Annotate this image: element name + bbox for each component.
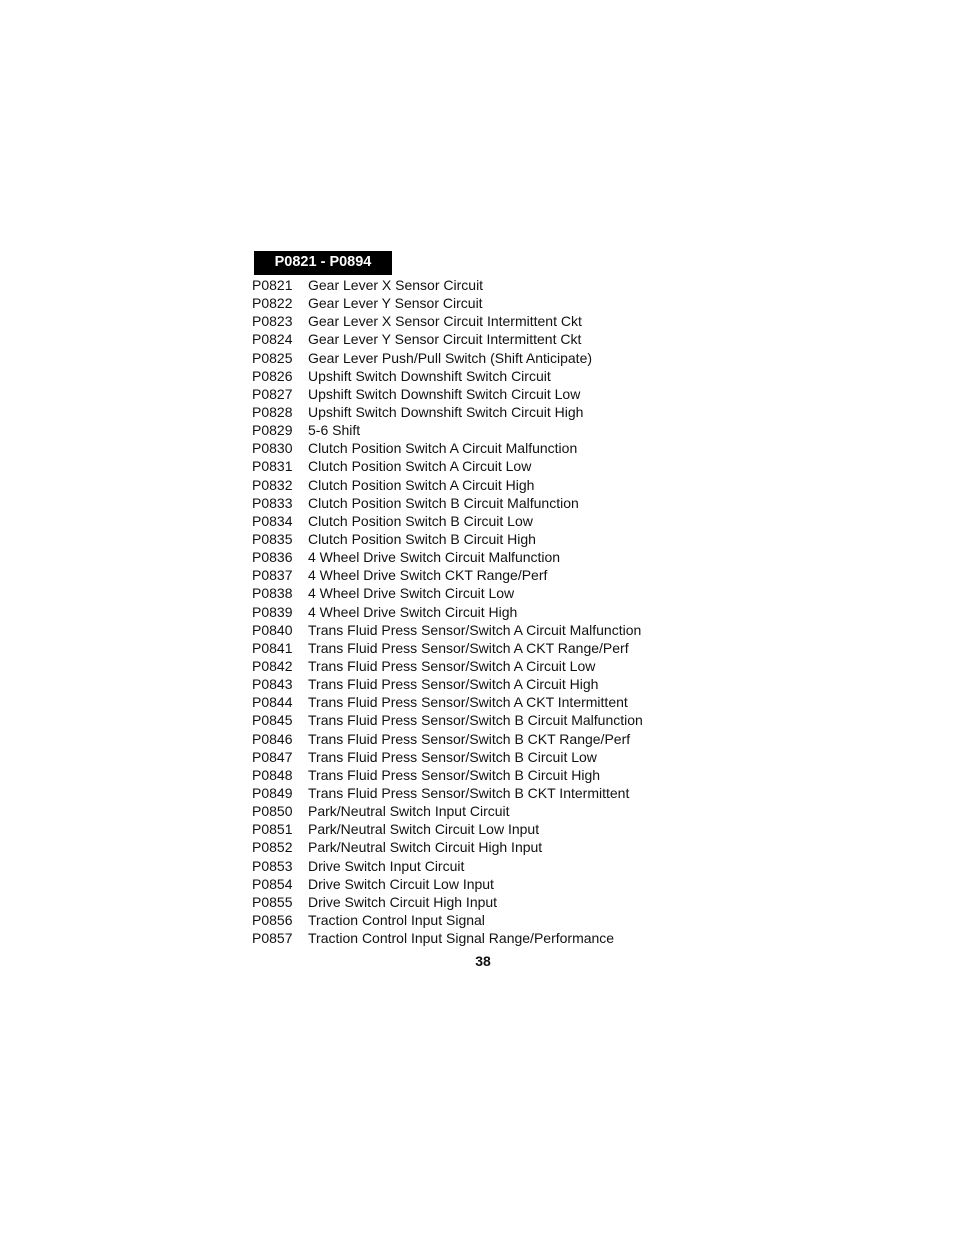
code-description: Clutch Position Switch A Circuit Low: [308, 458, 532, 475]
trouble-code: P0857: [252, 930, 293, 947]
code-row: [252, 403, 643, 421]
trouble-code: P0852: [252, 839, 293, 856]
trouble-code: P0829: [252, 422, 293, 439]
trouble-code: P0826: [252, 367, 293, 384]
code-description: Park/Neutral Switch Circuit Low Input: [308, 821, 540, 838]
trouble-code: P0822: [252, 295, 293, 312]
code-row: [252, 911, 643, 929]
code-description: Drive Switch Input Circuit: [308, 857, 465, 874]
code-description: Clutch Position Switch A Circuit Malfunction: [308, 440, 578, 457]
code-description: Park/Neutral Switch Input Circuit: [308, 803, 510, 820]
trouble-code: P0821: [252, 277, 293, 293]
code-description: Trans Fluid Press Sensor/Switch A CKT Range/Perf: [308, 639, 629, 656]
section-header: [254, 251, 392, 275]
code-row: [252, 875, 643, 893]
code-description: Drive Switch Circuit High Input: [308, 893, 498, 910]
trouble-code-list: [252, 276, 643, 947]
code-row: [252, 548, 643, 566]
code-description: Traction Control Input Signal Range/Performance: [308, 930, 615, 947]
code-description: Trans Fluid Press Sensor/Switch A Circuit High: [308, 676, 599, 693]
code-row: [252, 530, 643, 548]
trouble-code: P0845: [252, 712, 293, 729]
code-row: [252, 802, 643, 820]
code-row: [252, 748, 643, 766]
code-row: [252, 476, 643, 494]
code-description: Upshift Switch Downshift Switch Circuit High: [308, 403, 584, 420]
trouble-code: P0855: [252, 893, 293, 910]
code-row: [252, 675, 643, 693]
code-description: Trans Fluid Press Sensor/Switch A CKT Intermittent: [308, 694, 628, 711]
trouble-code: P0842: [252, 657, 293, 674]
code-description: Gear Lever X Sensor Circuit Intermittent Ckt: [308, 313, 582, 330]
code-description: Gear Lever Y Sensor Circuit Intermittent Ckt: [308, 331, 582, 348]
code-row: [252, 603, 643, 621]
trouble-code: P0848: [252, 766, 293, 783]
code-row: [252, 457, 643, 475]
trouble-code: P0825: [252, 349, 293, 366]
code-description: Trans Fluid Press Sensor/Switch B Circuit Low: [308, 748, 597, 765]
trouble-code: P0851: [252, 821, 293, 838]
code-row: [252, 566, 643, 584]
trouble-code: P0837: [252, 567, 293, 584]
code-row: [252, 893, 643, 911]
trouble-code: P0854: [252, 875, 293, 892]
code-description: Upshift Switch Downshift Switch Circuit Low: [308, 385, 581, 402]
code-description: Trans Fluid Press Sensor/Switch B CKT Range/Perf: [308, 730, 631, 747]
trouble-code: P0840: [252, 621, 293, 638]
code-description: 4 Wheel Drive Switch Circuit High: [308, 603, 518, 620]
code-description: 4 Wheel Drive Switch Circuit Low: [308, 585, 515, 602]
code-description: Traction Control Input Signal: [308, 911, 485, 928]
code-description: Trans Fluid Press Sensor/Switch B CKT Intermittent: [308, 784, 630, 801]
code-row: [252, 766, 643, 784]
trouble-code: P0833: [252, 494, 293, 511]
code-row: [252, 657, 643, 675]
code-description: Gear Lever X Sensor Circuit: [308, 277, 484, 293]
trouble-code: P0824: [252, 331, 293, 348]
trouble-code: P0830: [252, 440, 293, 457]
code-description: Drive Switch Circuit Low Input: [308, 875, 494, 892]
code-row: [252, 639, 643, 657]
code-description: Park/Neutral Switch Circuit High Input: [308, 839, 543, 856]
trouble-code: P0834: [252, 512, 293, 529]
trouble-code: P0827: [252, 385, 293, 402]
trouble-code: P0835: [252, 530, 293, 547]
code-description: Clutch Position Switch B Circuit High: [308, 530, 536, 547]
trouble-code: P0831: [252, 458, 293, 475]
trouble-code: P0828: [252, 403, 293, 420]
code-description: Trans Fluid Press Sensor/Switch A Circuit Low: [308, 657, 596, 674]
code-row: [252, 730, 643, 748]
code-description: Clutch Position Switch B Circuit Malfunction: [308, 494, 579, 511]
code-row: [252, 820, 643, 838]
trouble-code: P0850: [252, 803, 293, 820]
code-description: 5-6 Shift: [308, 422, 361, 439]
code-description: Gear Lever Y Sensor Circuit: [308, 295, 483, 312]
trouble-code: P0847: [252, 748, 293, 765]
code-row: [252, 711, 643, 729]
trouble-code: P0849: [252, 784, 293, 801]
code-description: Trans Fluid Press Sensor/Switch A Circuit Malfunction: [308, 621, 642, 638]
trouble-code: P0832: [252, 476, 293, 493]
trouble-code: P0823: [252, 313, 293, 330]
code-row: [252, 294, 643, 312]
trouble-code: P0841: [252, 639, 293, 656]
code-row: [252, 439, 643, 457]
code-row: [252, 929, 643, 947]
code-row: [252, 330, 643, 348]
page-number: 38: [475, 953, 491, 969]
code-row: [252, 312, 643, 330]
code-description: 4 Wheel Drive Switch CKT Range/Perf: [308, 567, 548, 584]
code-row: [252, 421, 643, 439]
code-description: Upshift Switch Downshift Switch Circuit: [308, 367, 551, 384]
trouble-code: P0846: [252, 730, 293, 747]
section-range-label: P0821 - P0894: [274, 254, 372, 270]
code-row: [252, 494, 643, 512]
trouble-code: P0853: [252, 857, 293, 874]
code-description: Trans Fluid Press Sensor/Switch B Circuit High: [308, 766, 601, 783]
trouble-code: P0843: [252, 676, 293, 693]
trouble-code: P0844: [252, 694, 293, 711]
code-row: [252, 349, 643, 367]
code-row: [252, 276, 643, 294]
code-row: [252, 621, 643, 639]
code-description: Clutch Position Switch A Circuit High: [308, 476, 535, 493]
trouble-code: P0839: [252, 603, 293, 620]
code-description: Gear Lever Push/Pull Switch (Shift Anticipate): [308, 349, 593, 366]
code-row: [252, 584, 643, 602]
code-row: [252, 784, 643, 802]
code-row: [252, 385, 643, 403]
trouble-code: P0856: [252, 911, 293, 928]
code-row: [252, 693, 643, 711]
code-row: [252, 838, 643, 856]
code-row: [252, 367, 643, 385]
code-row: [252, 512, 643, 530]
code-description: Trans Fluid Press Sensor/Switch B Circuit Malfunction: [308, 712, 643, 729]
code-description: Clutch Position Switch B Circuit Low: [308, 512, 533, 529]
code-row: [252, 857, 643, 875]
code-description: 4 Wheel Drive Switch Circuit Malfunction: [308, 549, 561, 566]
trouble-code: P0836: [252, 549, 293, 566]
trouble-code: P0838: [252, 585, 293, 602]
